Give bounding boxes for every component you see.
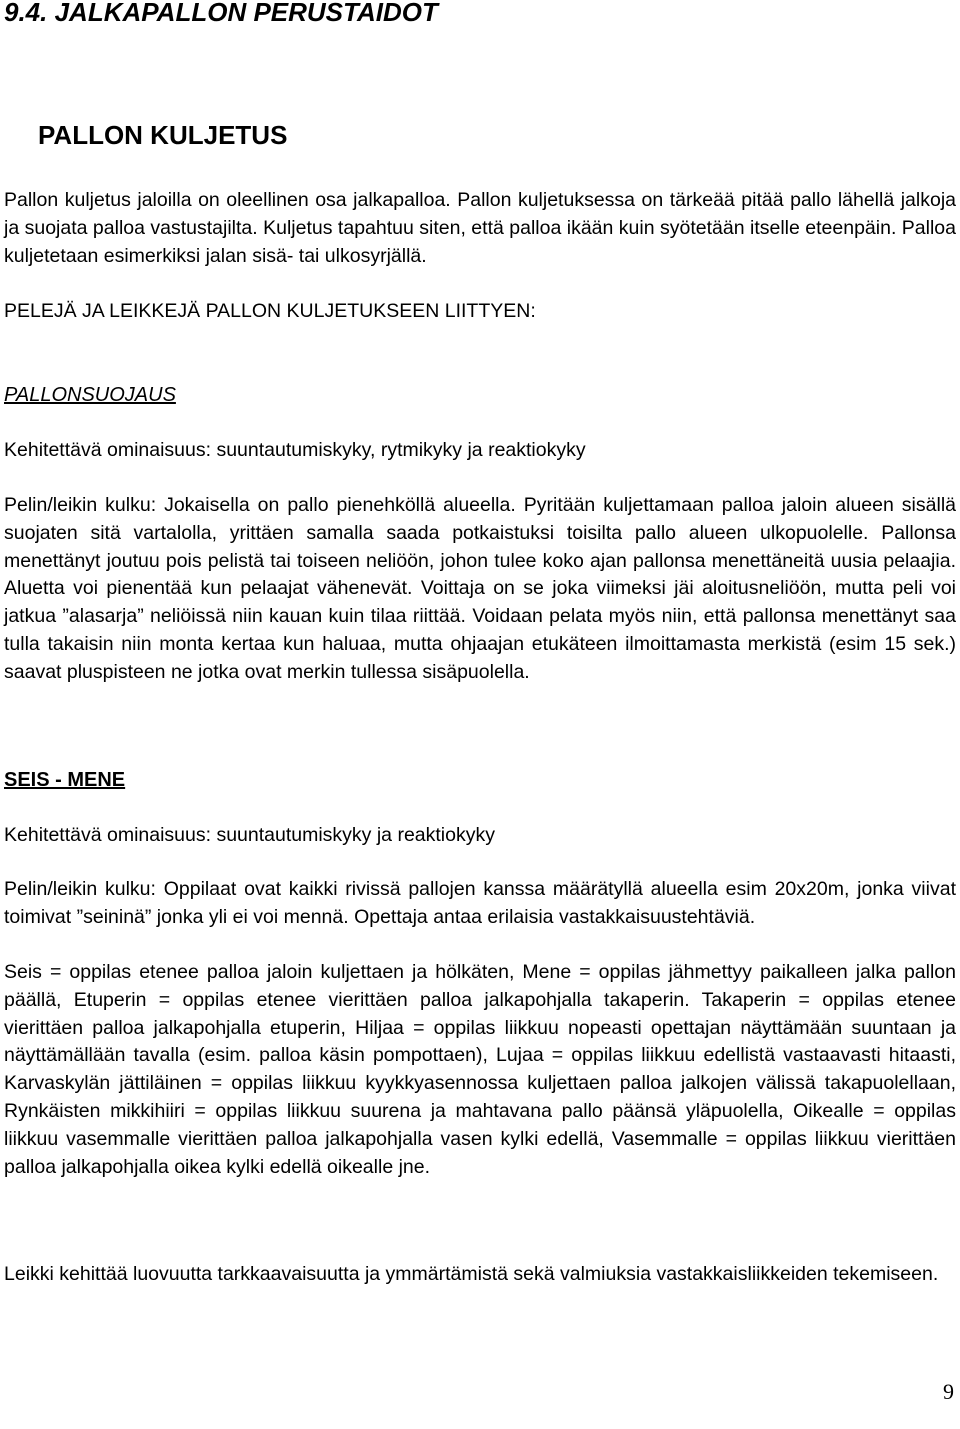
game1-title: PALLONSUOJAUS xyxy=(4,384,176,406)
games-heading: PELEJÄ JA LEIKKEJÄ PALLON KULJETUKSEEN LIITTYEN: xyxy=(4,300,536,322)
section-title: PALLON KULJETUS xyxy=(38,120,288,150)
game1-description: Pelin/leikin kulku: Jokaisella on pallo pienehköllä alueella. Pyritään kuljettamaan palloa jaloin alueen sisällä suojaten sitä vartalolla, yrittäen samalla saada potkaistuksi toisilta pallo alueen ulkopuolelle. Pallonsa menettänyt joutuu pois pelistä tai toiseen neliöön, johon tulee koko ajan pallonsa menettäneitä uusia pelaajia. Aluetta voi pienentää kun pelaajat vähenevät. Voittaja on se joka viimeksi jäi aloitusneliöön, mutta peli voi jatkua ”alasarja” neliöissä niin kauan kuin tilaa riittää. Voidaan pelata myös niin, että pallonsa menettänyt saa tulla takaisin niin monta kertaa kun haluaa, mutta ohjaajan etukäteen ilmoittamasta merkistä (esim 15 sek.) saavat pluspisteen ne jotka ovat merkin tullessa sisäpuolella. xyxy=(4,494,956,683)
game1-skill: Kehitettävä ominaisuus: suuntautumiskyky, rytmikyky ja reaktiokyky xyxy=(4,439,586,461)
chapter-title: 9.4. JALKAPALLON PERUSTAIDOT xyxy=(4,0,438,27)
page-number: 9 xyxy=(943,1379,954,1404)
game2-description: Pelin/leikin kulku: Oppilaat ovat kaikki rivissä pallojen kanssa määrätyllä alueella esim 20x20m, jonka viivat toimivat ”seininä” jonka yli ei voi mennä. Opettaja antaa erilaisia vastakkaisuustehtäviä. xyxy=(4,878,956,928)
intro-paragraph: Pallon kuljetus jaloilla on oleellinen osa jalkapalloa. Pallon kuljetuksessa on tärkeää pitää pallo lähellä jalkoja ja suojata palloa vastustajilta. Kuljetus tapahtuu siten, että palloa ikään kuin syötetään itselle eteenpäin. Palloa kuljetetaan esimerkiksi jalan sisä- tai ulkosyrjällä. xyxy=(4,189,956,267)
game2-closing: Leikki kehittää luovuutta tarkkaavaisuutta ja ymmärtämistä sekä valmiuksia vastakkaisliikkeiden tekemiseen. xyxy=(4,1263,939,1285)
game2-title: SEIS - MENE xyxy=(4,769,126,791)
game2-commands: Seis = oppilas etenee palloa jaloin kuljettaen ja hölkäten, Mene = oppilas jähmettyy paikalleen jalka pallon päällä, Etuperin = oppilas etenee vierittäen palloa jalkapohjalla takaperin. Takaperin = oppilas etenee vierittäen palloa jalkapohjalla etuperin, Hiljaa = oppilas liikkuu nopeasti opettajan näyttämään suuntaan ja näyttämällään tavalla (esim. palloa käsin pompottaen), Lujaa = oppilas liikkuu edellistä vastaavasti hitaasti, Karvaskylän jättiläinen = oppilas liikkuu kyykkyasennossa kuljettaen palloa jalkojen välissä takapuolellaan, Rynkäisten mikkihiiri = oppilas liikkuu suurena ja mahtavana pallo päänsä yläpuolella, Oikealle = oppilas liikkuu vasemmalle vierittäen palloa jalkapohjalla vasen kylki edellä, Vasemmalle = oppilas liikkuu vierittäen palloa jalkapohjalla oikea kylki edellä oikealle jne. xyxy=(4,961,956,1178)
game2-skill: Kehitettävä ominaisuus: suuntautumiskyky ja reaktiokyky xyxy=(4,824,495,846)
